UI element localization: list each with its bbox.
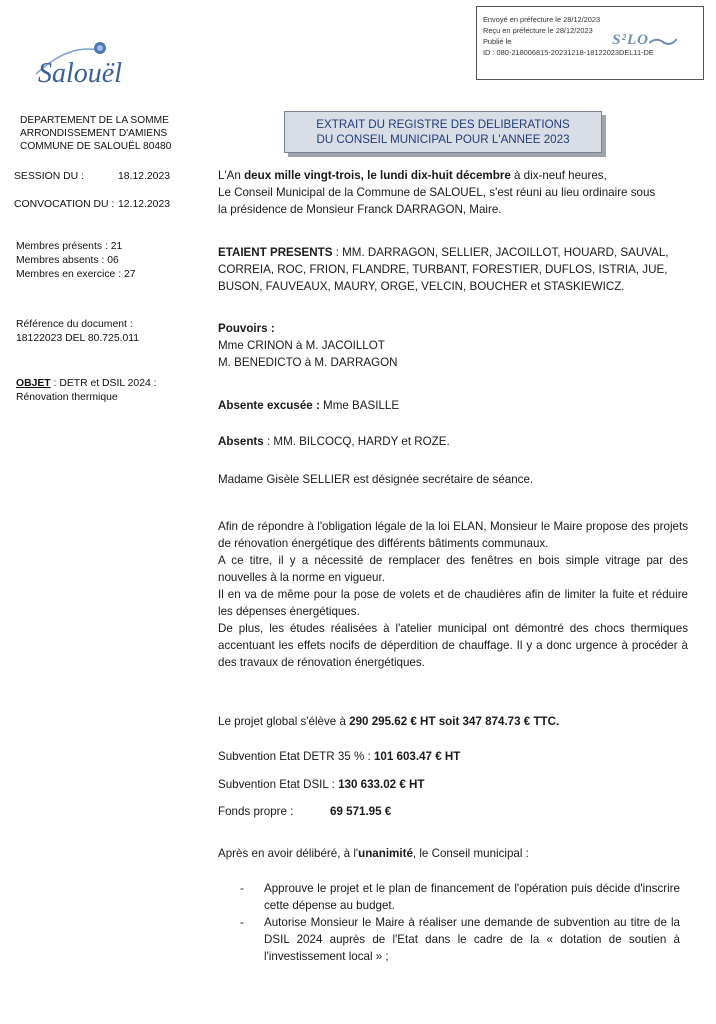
session-intro: L'An deux mille vingt-trois, le lundi dix-huit décembre à dix-neuf heures, Le Conseil Municipal de la Commune de SALOUEL, s'est réuni au lieu ordinaire sous la présidence de Monsieur Franck DARRAGON, Maire.	[218, 169, 656, 216]
objet-label: OBJET	[16, 378, 51, 389]
prefecture-stamp	[476, 6, 704, 80]
proxies: Pouvoirs : Mme CRINON à M. JACOILLOT M. BENEDICTO à M. DARRAGON	[218, 322, 398, 369]
convocation-date: CONVOCATION DU : 12.12.2023	[14, 199, 171, 210]
stamp-received-date: Reçu en préfecture le 28/12/2023	[483, 26, 593, 35]
members-present: Membres présents : 21	[16, 241, 123, 252]
register-title: EXTRAIT DU REGISTRE DES DELIBERATIONS DU CONSEIL MUNICIPAL POUR L'ANNEE 2023	[284, 111, 602, 153]
salouel-logo: Salouël	[28, 36, 168, 96]
absent-members: Absents : MM. BILCOCQ, HARDY et ROZE.	[218, 435, 450, 448]
decision-item: - Approuve le projet et le plan de financement de l'opération puis décide d'inscrire cette dépense au budget.	[240, 882, 680, 912]
project-description: Afin de répondre à l'obligation légale de la loi ELAN, Monsieur le Maire propose des projets de rénovation énergétique des différents bâtiments communaux. A ce titre, il y a nécessité de remplacer des fenêtres en bois simple vitrage par des nouvelles à la norme en vigueur. Il en va de même pour la pose de volets et de chaudières afin de limiter la fuite et réduire les dépenses énergétiques. De plus, les études réalisées à l'atelier municipal ont démontré des chocs thermiques accentuant les effets nocifs de déperdition de chauffage. Il y a donc urgence à procéder à des travaux de rénovation énergétiques.	[218, 520, 688, 669]
stamp-id: ID : 080-218006815-20231218-18122023DEL11-DE	[483, 48, 654, 57]
members-in-office: Membres en exercice : 27	[16, 269, 136, 280]
administrative-header	[20, 114, 171, 153]
members-count	[16, 240, 136, 282]
commune: COMMUNE DE SALOUËL 80480	[20, 141, 172, 152]
deliberation-statement: Après en avoir délibéré, à l'unanimité, le Conseil municipal :	[218, 847, 529, 860]
arrondissement: ARRONDISSEMENT D'AMIENS	[20, 128, 168, 139]
own-funds: Fonds propre : 69 571.95 €	[218, 805, 392, 818]
attendees-present: ETAIENT PRESENTS : MM. DARRAGON, SELLIER, JACOILLOT, HOUARD, SAUVAL, CORREIA, ROC, FRION, FLANDRE, TURBANT, FORESTIER, DUFLOS, ISTRIA, JUE, BUSON, FAUVEAUX, MAURY, ORGE, VELCIN, BOUCHER et STASKIEWICZ.	[218, 246, 669, 293]
department: DEPARTEMENT DE LA SOMME	[20, 115, 169, 126]
excused-absent: Absente excusée : Mme BASILLE	[218, 399, 400, 412]
dsil-subsidy: Subvention Etat DSIL : 130 633.02 € HT	[218, 778, 425, 791]
session-secretary: Madame Gisèle SELLIER est désignée secrétaire de séance.	[218, 473, 534, 486]
session-date: SESSION DU : 18.12.2023	[14, 171, 171, 182]
s2lo-logo: S²LO	[612, 35, 677, 46]
decision-item: - Autorise Monsieur le Maire à réaliser une demande de subvention au titre de la DSIL 2024 auprès de l'Etat dans le cadre de la « dotation de soutien à l'investissement local » ;	[240, 916, 680, 963]
objet: OBJET : DETR et DSIL 2024 : Rénovation thermique	[16, 378, 157, 403]
project-total: Le projet global s'élève à 290 295.62 € HT soit 347 874.73 € TTC.	[218, 715, 560, 728]
members-absent: Membres absents : 06	[16, 255, 119, 266]
stamp-sent-date: Envoyé en préfecture le 28/12/2023	[483, 15, 601, 24]
detr-subsidy: Subvention Etat DETR 35 % : 101 603.47 € HT	[218, 750, 461, 763]
stamp-published: Publié le	[483, 37, 512, 46]
document-reference: Référence du document : 18122023 DEL 80.725.011	[16, 319, 140, 344]
